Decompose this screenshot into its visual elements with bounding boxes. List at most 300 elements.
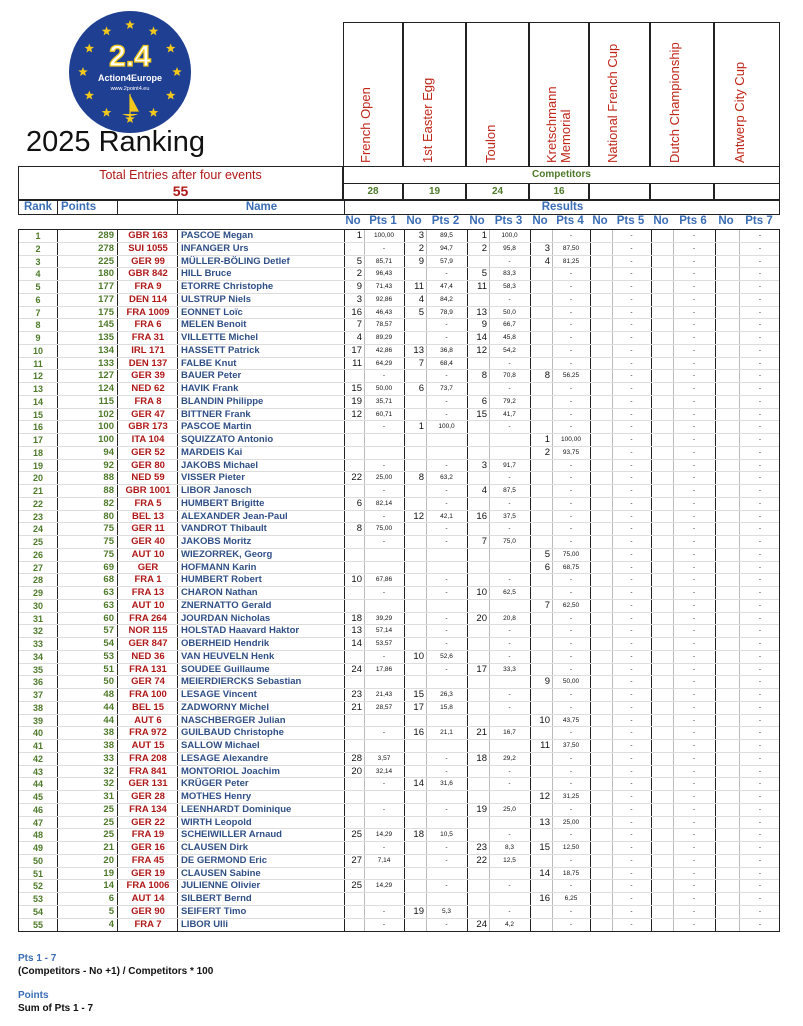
event-points-cell: - — [569, 410, 573, 418]
place-cell — [344, 740, 364, 753]
event-points-cell: - — [630, 805, 633, 813]
place-cell — [467, 562, 489, 575]
event-points-cell: - — [630, 487, 633, 494]
rank-cell: 20 — [32, 473, 43, 484]
place-cell — [715, 804, 739, 817]
event-points-cell: 20,8 — [503, 614, 516, 622]
place-cell — [651, 868, 673, 881]
event-points-cell: - — [445, 270, 448, 278]
place-cell — [530, 702, 552, 715]
event-points-cell: 91,7 — [503, 461, 516, 469]
event-points-cell: - — [445, 882, 448, 890]
place-cell — [590, 549, 612, 562]
event-points-cell: - — [569, 334, 573, 341]
points-cell: 50 — [103, 676, 114, 688]
total-entries-value: 55 — [172, 183, 189, 199]
event-points-cell: - — [630, 550, 633, 558]
event-points-cell: - — [630, 691, 633, 698]
place-cell — [530, 485, 552, 498]
sailor-name-cell: LIBOR Ulli — [181, 918, 228, 930]
rank-cell: 23 — [32, 511, 43, 522]
event-points-cell: - — [382, 652, 386, 660]
place-cell — [590, 868, 612, 881]
sailor-name-cell: HAVIK Frank — [181, 383, 239, 394]
event-points-cell: - — [758, 895, 762, 902]
points-cell: 180 — [98, 268, 114, 280]
rank-cell: 26 — [32, 549, 43, 560]
rank-cell: 49 — [32, 843, 43, 853]
event-points-cell: - — [692, 448, 696, 456]
event-points-cell: - — [758, 882, 762, 890]
event-points-cell: - — [630, 423, 633, 431]
event-points-cell: - — [758, 652, 762, 660]
place-cell — [715, 472, 739, 485]
event-points-cell: - — [630, 295, 633, 303]
place-cell — [530, 472, 552, 485]
event-points-cell: - — [508, 576, 511, 584]
event-points-cell: - — [630, 856, 633, 864]
event-points-cell: - — [569, 474, 573, 482]
event-points-cell — [364, 868, 404, 881]
footer-heading-points: Points — [18, 990, 49, 1001]
points-cell: 20 — [103, 854, 114, 866]
sail-number-cell: FRA 8 — [134, 395, 162, 407]
place-cell — [651, 370, 673, 383]
place-cell — [467, 383, 489, 396]
place-cell — [404, 868, 426, 881]
place-cell — [467, 791, 489, 804]
points-cell: 5 — [108, 905, 114, 917]
place-cell — [651, 383, 673, 396]
event-points-cell: - — [758, 831, 762, 839]
sail-number-cell: ITA 104 — [131, 434, 165, 445]
event-points-cell: 50,00 — [562, 678, 580, 686]
table-row — [19, 268, 779, 281]
place-cell — [590, 638, 612, 651]
event-points-cell: 4,2 — [504, 920, 515, 928]
points-cell: 225 — [98, 255, 114, 267]
event-points-cell: - — [569, 576, 573, 584]
ranking-table — [18, 229, 780, 932]
sailor-name-cell: ULSTRUP Niels — [181, 293, 252, 305]
event-points-cell: - — [692, 754, 696, 762]
place-cell — [590, 383, 612, 396]
place-cell — [590, 880, 612, 893]
event-points-cell: 84,2 — [440, 295, 453, 303]
place-cell — [404, 625, 426, 638]
place-cell — [715, 294, 739, 307]
place-cell: 18 — [476, 752, 487, 764]
place-cell: 1 — [356, 230, 362, 241]
event-points-cell: - — [692, 461, 696, 469]
table-row — [19, 919, 779, 932]
place-cell — [651, 715, 673, 728]
event-points-cell — [426, 676, 467, 689]
event-points-cell: 36,8 — [440, 346, 453, 354]
place-cell — [715, 715, 739, 728]
place-cell — [530, 358, 552, 371]
place-cell — [344, 676, 364, 689]
event-points-cell: - — [508, 652, 511, 660]
sail-number-cell: GER 40 — [131, 536, 165, 547]
place-cell — [651, 740, 673, 753]
place-cell — [344, 243, 364, 256]
table-row — [19, 256, 779, 269]
place-cell — [651, 587, 673, 600]
event-points-cell: - — [508, 882, 511, 890]
sailor-name-cell: SEIFERT Timo — [181, 905, 247, 917]
event-points-cell: 56,25 — [562, 372, 580, 380]
event-points-cell: 57,14 — [375, 627, 393, 635]
event-points-cell — [489, 447, 530, 460]
table-row — [19, 893, 779, 906]
place-cell — [344, 727, 364, 740]
place-cell — [467, 294, 489, 307]
place-cell: 8 — [481, 370, 487, 382]
event-points-cell: - — [692, 257, 696, 265]
place-cell — [715, 332, 739, 345]
place-cell — [467, 256, 489, 269]
points-cell: 31 — [103, 791, 114, 802]
place-cell: 3 — [418, 230, 424, 241]
event-points-cell — [364, 893, 404, 906]
event-points-cell: - — [692, 691, 696, 698]
rank-cell: 24 — [32, 524, 43, 535]
place-cell: 3 — [356, 293, 362, 305]
place-cell — [344, 842, 364, 855]
place-cell — [715, 370, 739, 383]
event-points-cell: - — [445, 754, 448, 762]
event-points-cell: 94,7 — [440, 244, 453, 252]
event-points-cell: - — [382, 461, 386, 469]
event-points-cell: - — [692, 372, 696, 380]
place-cell: 14 — [351, 638, 362, 649]
place-cell: 12 — [476, 344, 487, 356]
place-cell — [651, 638, 673, 651]
event-points-cell — [489, 434, 530, 447]
place-cell — [715, 600, 739, 613]
place-cell — [530, 664, 552, 677]
event-points-cell: - — [445, 856, 448, 864]
points-cell: 102 — [98, 408, 114, 420]
event-points-cell: - — [445, 589, 448, 596]
sailor-name-cell: GUILBAUD Christophe — [181, 727, 284, 739]
sailor-name-cell: ZNERNATTO Gerald — [181, 599, 272, 611]
event-points-cell: - — [630, 614, 633, 622]
sailor-name-cell: HOFMANN Karin — [181, 561, 257, 573]
sail-number-cell: GER 80 — [131, 459, 165, 471]
event-points-cell: 14,29 — [375, 882, 393, 890]
sailor-name-cell: HUMBERT Robert — [181, 574, 262, 586]
table-row — [19, 651, 779, 664]
event-column-6 — [650, 22, 714, 166]
place-cell: 16 — [476, 510, 487, 522]
place-cell — [344, 434, 364, 447]
event-points-cell: 67,86 — [375, 576, 393, 584]
place-cell — [344, 791, 364, 804]
event-points-cell: - — [445, 665, 448, 673]
place-cell: 2 — [418, 242, 424, 254]
table-row — [19, 460, 779, 473]
event-points-cell: - — [758, 805, 762, 813]
sailor-name-cell: HOLSTAD Haavard Haktor — [181, 625, 300, 637]
sail-number-cell: NED 36 — [131, 650, 165, 662]
footer-notes — [18, 952, 213, 1026]
sailor-name-cell: LESAGE Vincent — [181, 689, 257, 700]
event-points-cell: - — [692, 856, 696, 864]
place-cell: 12 — [413, 510, 424, 522]
sail-number-cell: GER 47 — [131, 408, 165, 420]
event-points-cell: - — [758, 525, 762, 533]
event-points-cell: 82,14 — [375, 499, 393, 507]
place-cell — [590, 358, 612, 371]
table-row — [19, 574, 779, 587]
place-cell — [404, 319, 426, 332]
sailor-name-cell: JOURDAN Nicholas — [181, 612, 271, 624]
place-cell — [715, 829, 739, 842]
place-cell: 19 — [351, 395, 362, 407]
place-cell — [590, 370, 612, 383]
event-points-cell — [489, 817, 530, 830]
points-cell: 19 — [103, 867, 114, 879]
place-cell — [530, 855, 552, 868]
rank-cell: 44 — [32, 779, 43, 790]
place-cell — [404, 562, 426, 575]
points-cell: 100 — [98, 421, 114, 433]
place-cell: 18 — [351, 612, 362, 624]
place-cell — [467, 421, 489, 434]
event-points-cell: - — [382, 538, 386, 545]
place-cell: 5 — [356, 255, 362, 267]
sailor-name-cell: ZADWORNY Michel — [181, 701, 269, 713]
event-points-cell: - — [630, 742, 633, 749]
event-points-cell: 100,0 — [438, 423, 455, 431]
event-points-cell: - — [758, 295, 762, 303]
place-cell: 16 — [351, 306, 362, 318]
place-cell — [651, 791, 673, 804]
event-points-cell — [364, 600, 404, 613]
logo-brand: 2.4 — [109, 40, 151, 73]
place-cell — [404, 638, 426, 651]
place-cell — [715, 855, 739, 868]
event-points-cell: - — [630, 359, 633, 367]
place-cell — [590, 447, 612, 460]
place-cell — [651, 281, 673, 294]
place-cell — [590, 396, 612, 409]
place-cell — [590, 294, 612, 307]
event-points-cell: - — [758, 244, 762, 252]
place-cell — [715, 919, 739, 932]
place-cell: 10 — [351, 574, 362, 586]
event-points-cell: - — [630, 754, 633, 762]
event-points-cell: - — [692, 869, 696, 877]
event-points-cell — [426, 715, 467, 728]
event-points-cell: 25,00 — [375, 474, 393, 482]
place-cell — [404, 753, 426, 766]
event-points-cell: - — [569, 589, 573, 596]
table-row — [19, 676, 779, 689]
sail-number-cell: FRA 1006 — [126, 880, 170, 892]
place-cell — [530, 409, 552, 422]
event-points-cell: 78,9 — [440, 308, 453, 316]
rank-cell: 39 — [32, 715, 43, 726]
event-points-cell: - — [630, 627, 633, 635]
event-points-cell — [489, 549, 530, 562]
points-cell: 44 — [103, 714, 114, 726]
place-cell: 2 — [544, 446, 550, 458]
page-title: 2025 Ranking — [26, 126, 205, 158]
place-cell: 15 — [351, 383, 362, 394]
total-entries-label: Total Entries after four events — [99, 168, 262, 182]
event-points-cell: - — [758, 640, 762, 647]
place-cell — [590, 472, 612, 485]
event-points-cell: - — [569, 665, 573, 673]
points-cell: 57 — [103, 625, 114, 637]
place-cell — [590, 256, 612, 269]
no-header: No — [653, 215, 669, 227]
place-cell — [590, 664, 612, 677]
event-points-cell: - — [692, 525, 696, 533]
place-cell: 22 — [476, 854, 487, 866]
place-cell: 15 — [413, 689, 424, 700]
event-points-cell: - — [569, 308, 573, 316]
event-points-cell: - — [569, 321, 573, 329]
event-points-cell: - — [508, 640, 511, 647]
points-cell: 25 — [103, 803, 114, 815]
event-points-cell: - — [569, 627, 573, 635]
event-points-cell: - — [630, 372, 633, 380]
table-row — [19, 498, 779, 511]
sail-number-cell: GBR 173 — [128, 421, 168, 433]
event-points-cell: - — [758, 270, 762, 278]
sail-number-cell: DEN 137 — [128, 357, 168, 369]
place-cell — [404, 600, 426, 613]
table-row — [19, 778, 779, 791]
event-points-cell: - — [758, 448, 762, 456]
event-points-cell: - — [445, 410, 448, 418]
event-points-cell: 89,29 — [375, 334, 393, 341]
event-points-cell — [489, 562, 530, 575]
place-cell — [651, 574, 673, 587]
event-points-cell: - — [630, 907, 633, 915]
place-cell — [715, 536, 739, 549]
place-cell — [651, 727, 673, 740]
sailor-name-cell: INFANGER Urs — [181, 242, 249, 254]
place-cell — [590, 230, 612, 243]
event-points-cell: - — [569, 397, 573, 405]
event-points-cell: - — [569, 729, 573, 737]
place-cell — [590, 319, 612, 332]
place-cell — [651, 817, 673, 830]
event-points-cell: - — [692, 920, 696, 928]
place-cell — [651, 345, 673, 358]
place-cell — [530, 613, 552, 626]
event-points-cell — [489, 868, 530, 881]
event-points-cell: 54,2 — [503, 346, 516, 354]
points-cell: 88 — [103, 472, 114, 484]
sail-number-cell: DEN 114 — [128, 293, 168, 305]
place-cell — [467, 829, 489, 842]
event-points-cell: - — [630, 461, 633, 469]
place-cell — [530, 332, 552, 345]
event-name: Dutch Championship — [667, 42, 682, 163]
place-cell — [590, 689, 612, 702]
place-cell — [651, 536, 673, 549]
event-points-cell: - — [445, 614, 448, 622]
rank-cell: 21 — [32, 486, 43, 496]
sail-number-cell: GBR 1001 — [125, 485, 171, 496]
place-cell — [467, 715, 489, 728]
place-cell — [651, 230, 673, 243]
place-cell: 21 — [476, 727, 487, 739]
event-points-cell: - — [569, 614, 573, 622]
event-points-cell: - — [630, 678, 633, 686]
place-cell — [530, 307, 552, 320]
table-row — [19, 829, 779, 842]
place-cell — [715, 243, 739, 256]
table-row — [19, 358, 779, 371]
event-points-cell: - — [569, 385, 573, 392]
place-cell — [530, 625, 552, 638]
table-row — [19, 868, 779, 881]
event-points-cell: 12,50 — [562, 844, 580, 851]
event-points-cell: - — [569, 499, 573, 507]
place-cell — [344, 562, 364, 575]
place-cell: 13 — [476, 306, 487, 318]
place-cell — [344, 370, 364, 383]
table-row — [19, 855, 779, 868]
sailor-name-cell: CLAUSEN Sabine — [181, 867, 261, 879]
rank-cell: 43 — [32, 766, 43, 777]
table-header — [18, 200, 780, 215]
place-cell — [651, 804, 673, 817]
sailor-name-cell: CLAUSEN Dirk — [181, 842, 249, 853]
event-points-cell: 73,7 — [440, 385, 453, 392]
event-points-cell: - — [569, 295, 573, 303]
place-cell: 15 — [539, 842, 550, 853]
event-points-cell: - — [569, 754, 573, 762]
place-cell: 9 — [418, 255, 424, 267]
sail-number-cell: FRA 31 — [131, 332, 165, 343]
place-cell — [590, 753, 612, 766]
event-points-cell: 95,8 — [503, 244, 516, 252]
event-points-cell: - — [445, 640, 448, 647]
sailor-name-cell: BITTNER Frank — [181, 408, 251, 420]
place-cell — [590, 842, 612, 855]
place-cell — [590, 740, 612, 753]
event-points-cell: - — [569, 640, 573, 647]
event-points-cell: 46,43 — [375, 308, 393, 316]
place-cell — [590, 536, 612, 549]
event-points-cell: - — [758, 410, 762, 418]
event-points-cell: - — [692, 831, 696, 839]
place-cell — [590, 409, 612, 422]
place-cell — [590, 268, 612, 281]
event-points-cell: - — [692, 627, 696, 635]
place-cell — [715, 880, 739, 893]
sailor-name-cell: JAKOBS Moritz — [181, 536, 252, 547]
event-points-cell: - — [758, 487, 762, 494]
event-points-cell: - — [692, 716, 696, 724]
place-cell — [404, 715, 426, 728]
event-points-cell: - — [758, 703, 762, 711]
table-row — [19, 753, 779, 766]
points-cell: 54 — [103, 638, 114, 649]
place-cell — [344, 778, 364, 791]
event-points-cell — [426, 600, 467, 613]
event-points-cell: - — [692, 805, 696, 813]
points-cell: 289 — [98, 230, 114, 241]
